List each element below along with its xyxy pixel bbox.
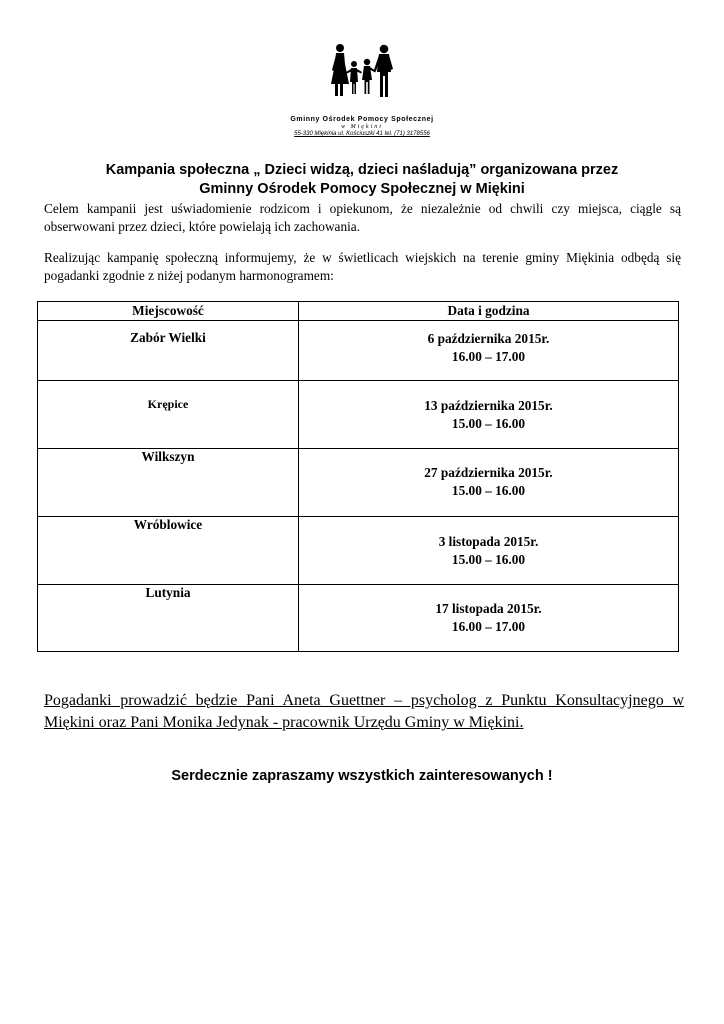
time-text: 15.00 – 16.00 xyxy=(451,483,526,498)
place-cell: Wilkszyn xyxy=(38,449,299,517)
date-text: 13 października 2015r. xyxy=(424,398,553,413)
org-address: 55-330 Miękinia ul. Kościuszki 41 tel. (71) 3178556 xyxy=(294,131,430,137)
date-text: 17 listopada 2015r. xyxy=(435,601,542,616)
table-header-row xyxy=(38,302,679,321)
date-cell xyxy=(299,321,679,381)
table-row xyxy=(38,585,679,652)
date-text: 3 listopada 2015r. xyxy=(438,534,539,549)
org-location: w Miękini xyxy=(341,124,383,130)
place-cell: Zabór Wielki xyxy=(38,321,299,381)
place-cell: Krępice xyxy=(38,381,299,449)
time-text: 16.00 – 17.00 xyxy=(451,349,526,364)
page-title-line-2: Gminny Ośrodek Pomocy Społecznej w Miękini xyxy=(199,181,525,197)
place-cell: Lutynia xyxy=(38,585,299,652)
time-text: 15.00 – 16.00 xyxy=(451,552,526,567)
place-cell: Wróblowice xyxy=(38,517,299,585)
org-name: Gminny Ośrodek Pomocy Społecznej xyxy=(290,116,434,123)
schedule-table xyxy=(37,301,679,652)
date-cell xyxy=(299,449,679,517)
column-header-date: Data i godzina xyxy=(299,302,679,321)
speakers-paragraph: Pogadanki prowadzić będzie Pani Aneta Guettner – psycholog z Punktu Konsultacyjnego w Miękini oraz Pani Monika Jedynak - pracownik Urzędu Gminy w Miękini. xyxy=(44,692,684,731)
intro-paragraph: Celem kampanii jest uświadomienie rodzicom i opiekunom, że niezależnie od chwili czy miejsca, ciągle są obserwowani przez dzieci, które powielają ich zachowania. xyxy=(44,201,681,234)
date-text: 6 października 2015r. xyxy=(427,331,550,346)
page-title-line-1: Kampania społeczna „ Dzieci widzą, dzieci naśladują” organizowana przez xyxy=(105,162,619,178)
date-cell xyxy=(299,585,679,652)
table-row xyxy=(38,381,679,449)
date-cell xyxy=(299,517,679,585)
table-row xyxy=(38,517,679,585)
table-row xyxy=(38,449,679,517)
schedule-intro-paragraph: Realizując kampanię społeczną informujemy, że w świetlicach wiejskich na terenie gminy Miękinia odbędą się pogadanki zgodnie z niżej podanym harmonogramem: xyxy=(44,250,681,283)
family-silhouette-icon xyxy=(318,42,406,98)
closing-invitation: Serdecznie zapraszamy wszystkich zainteresowanych ! xyxy=(171,768,553,784)
column-header-place: Miejscowość xyxy=(38,302,299,321)
date-text: 27 października 2015r. xyxy=(424,465,553,480)
table-row xyxy=(38,321,679,381)
time-text: 16.00 – 17.00 xyxy=(451,619,526,634)
time-text: 15.00 – 16.00 xyxy=(451,416,526,431)
date-cell xyxy=(299,381,679,449)
